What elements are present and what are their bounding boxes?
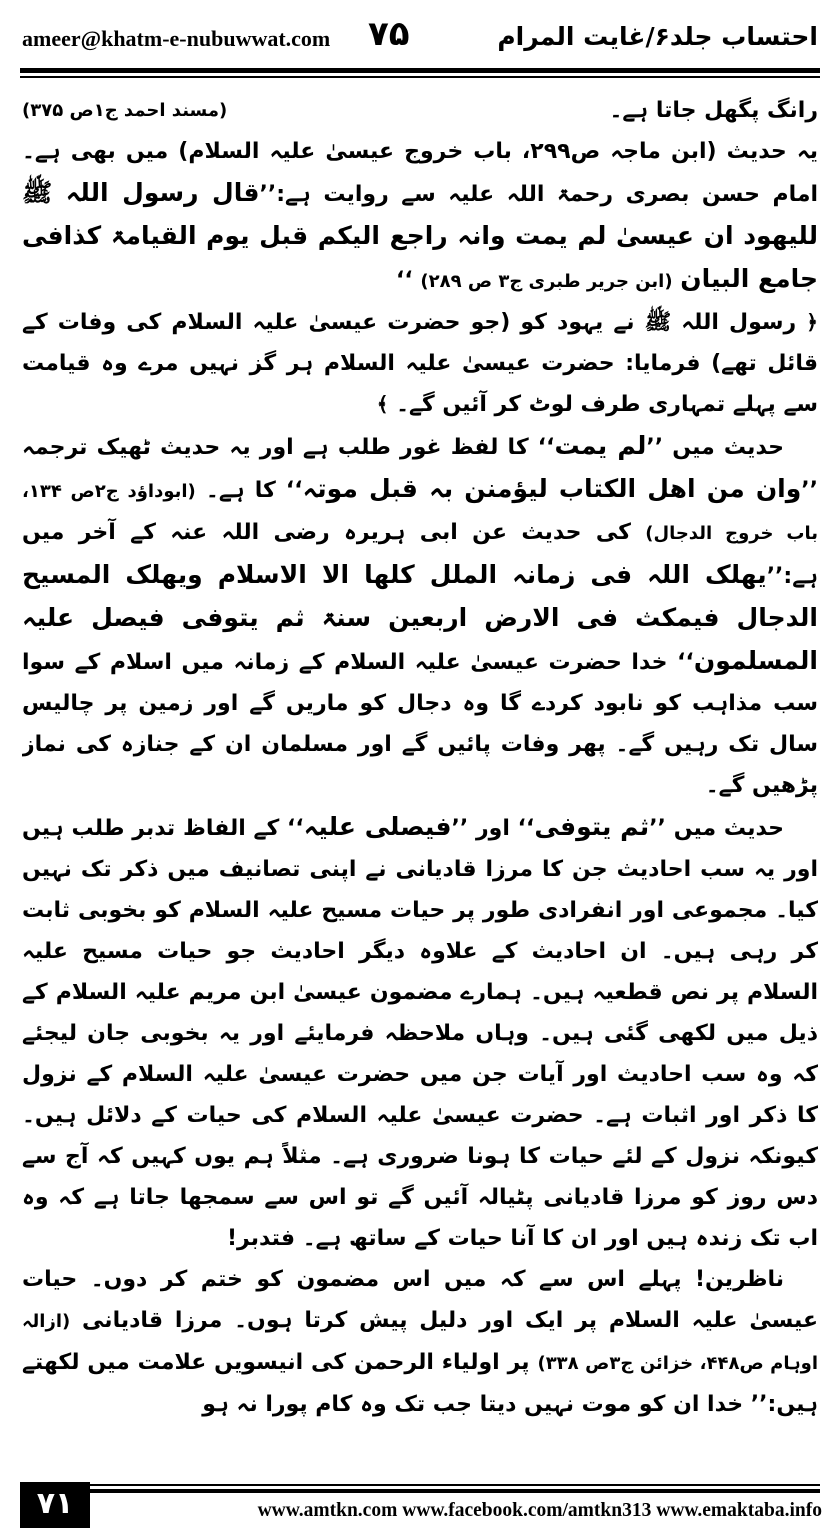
- p4-arabic-3: یھلک اللہ فی زمانہ الملل کلھا الا الاسلام ویھلک المسیح الدجال فیمکث فی الارض اربعین سنۃ ثم یتوفی فیصل علیہ المسلمون: [22, 560, 818, 675]
- line1-text: رانگ پگھل جاتا ہے۔: [609, 98, 818, 123]
- p4-c: ‘‘ کا ہے۔: [205, 478, 303, 503]
- body-line-1: [22, 90, 818, 131]
- header-rule-thin: [20, 76, 820, 78]
- footer-links: www.amtkn.com www.facebook.com/amtkn313 www.emaktaba.info: [257, 1500, 822, 1521]
- p4-arabic-2: وان من اھل الکتاب لیؤمنن بہ قبل موتہ: [302, 474, 802, 503]
- paragraph-lam-yamut: [22, 425, 818, 806]
- p2-urdu: یہ حدیث (ابن ماجہ ص۲۹۹، باب خروج عیسیٰ علیہ السلام) میں بھی ہے۔امام حسن بصری رحمۃ اللہ علیہ سے روایت ہے:’’: [22, 139, 818, 207]
- p4-d: کی حدیث عن ابی ہریرہ رضی اللہ عنہ کے آخر میں ہے:’’: [22, 520, 818, 589]
- header-page-number: ۷۵: [368, 14, 410, 54]
- page-footer: [0, 1480, 840, 1540]
- line1-reference: (مسند احمد ج۱ص ۳۷۵): [22, 100, 228, 121]
- p4-reference: (ابوداؤد ج۲ص ۱۳۴، باب خروج الدجال): [22, 481, 818, 544]
- p4-arabic-1: لم یمت: [554, 431, 647, 460]
- paragraph-nazirin: [22, 1259, 818, 1425]
- p6-a: ناظرین! پہلے اس سے کہ میں اس مضمون کو ختم کر دوں۔ حیات عیسیٰ علیہ السلام پر ایک اور دلیل پیش کرتا ہوں۔ مرزا قادیانی: [22, 1267, 818, 1333]
- page-body: [22, 90, 818, 1490]
- paragraph-hadith-ibn-majah: [22, 131, 818, 302]
- p5-c: ‘‘ کے الفاظ تدبر طلب ہیں اور یہ سب احادیث جن کا مرزا قادیانی نے اپنی تصانیف میں ذکر تک نہیں کیا۔ مجموعی اور انفرادی طور پر حیات مسیح علیہ السلام کو بخوبی ثابت کر رہی ہیں۔ ان احادیث کے علاوہ دیگر احادیث جو حیات مسیح علیہ السلام پر نص قطعیہ ہیں۔ ہمارے مضمون عیسیٰ ابن مریم علیہ السلام کے ذیل میں لکھی گئی ہیں۔ وہاں ملاحظہ فرمایئے اور یہ بخوبی جان لیجئے کہ وہ سب احادیث اور آیات جن میں حضرت عیسیٰ علیہ السلام کے نزول کا ذکر اور اثبات ہے۔ حضرت عیسیٰ علیہ السلام کی حیات کے دلائل ہیں۔ کیونکہ نزول کے لئے حیات کا ہونا ضروری ہے۔ مثلاً ہم یوں کہیں کہ آج سے دس روز کو مرزا قادیانی پٹیالہ آئیں گے تو اس سے سمجھا جاتا ہے کہ وہ اب تک زندہ ہیں اور ان کا آنا حیات کے ساتھ ہے۔ فتدبر!: [22, 816, 818, 1251]
- footer-page-number: ۷۱: [20, 1482, 90, 1528]
- footer-rule-thick: [20, 1489, 820, 1493]
- paragraph-thumma-yatawaffa: [22, 806, 818, 1259]
- p6-b: پر اولیاء الرحمن کی انیسویں علامت میں لکھتے ہیں:’’ خدا ان کو موت نہیں دیتا جب تک وہ کام پورا نہ ہو: [22, 1350, 818, 1417]
- p6-reference: (ازالہ اوہام ص۴۴۸، خزائن ج۳ص ۳۳۸): [22, 1311, 818, 1374]
- header-email: ameer@khatm-e-nubuwwat.com: [22, 26, 331, 51]
- p5-arabic-1: ثم یتوفی: [534, 812, 650, 841]
- p5-b: ‘‘ اور ’’: [451, 816, 535, 841]
- footer-rule-thin: [20, 1484, 820, 1486]
- p4-e: ‘‘ خدا حضرت عیسیٰ علیہ السلام کے زمانہ میں اسلام کے سوا سب مذاہب کو نابود کردے گا وہ دجال کو ماریں گے اور زمین پر چالیس سال تک رہیں گے۔ پھر وفات پائیں گے اور مسلمان ان کے جنازہ کی نماز پڑھیں گے۔: [22, 650, 818, 798]
- ornament-close: ﴾: [376, 392, 389, 416]
- p2-closing-quote: ‘‘: [395, 268, 413, 293]
- p2-arabic-hadith: قال رسول اللہ ﷺ للیھود ان عیسیٰ لم یمت وانہ راجع الیکم قبل یوم القیامۃ کذافی جامع البیان: [22, 178, 818, 293]
- ornament-open: ﴿: [806, 310, 818, 334]
- p5-a: حدیث میں ’’: [649, 816, 785, 841]
- page-header: [0, 0, 840, 82]
- p5-arabic-2: فیصلی علیہ: [303, 812, 452, 841]
- header-rule-thick: [20, 68, 820, 73]
- p4-a: حدیث میں ’’: [646, 435, 785, 460]
- p4-b: ‘‘ کا لفظ غور طلب ہے اور یہ حدیث ٹھیک ترجمہ ’’: [22, 435, 818, 503]
- p2-reference: (ابن جریر طبری ج۳ ص ۲۸۹): [420, 271, 673, 292]
- paragraph-translation: [22, 302, 818, 425]
- header-book-title: احتساب جلد۶/غایت المرام: [497, 22, 818, 51]
- p3-translation: رسول اللہ ﷺ نے یہود کو (جو حضرت عیسیٰ علیہ السلام کی وفات کے قائل تھے) فرمایا: حضرت عیسیٰ علیہ السلام ہر گز نہیں مرے وہ قیامت سے پہلے تمہاری طرف لوٹ کر آئیں گے۔: [22, 310, 818, 417]
